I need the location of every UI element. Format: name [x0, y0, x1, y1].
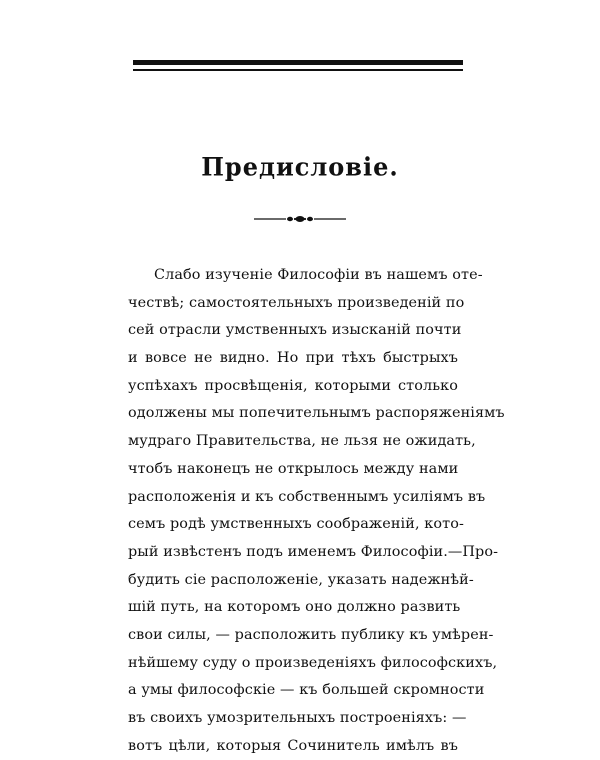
text-line: расположенія и къ собственнымъ усиліямъ въ — [128, 488, 486, 505]
text-line: одолжены мы попечительнымъ распоряженіямъ — [128, 405, 505, 422]
text-line: чествѣ; самостоятельныхъ произведеній по — [128, 294, 465, 311]
preface-body — [128, 262, 505, 760]
text-line: вотъ цѣли, которыя Сочинитель имѣлъ въ — [128, 737, 458, 754]
text-line: а умы философскіе — къ большей скромности — [128, 682, 485, 699]
header-rule-thick — [133, 60, 463, 65]
text-line: семъ родѣ умственныхъ соображеній, кото- — [128, 516, 464, 533]
text-line: мудраго Правительства, не льзя не ожидать, — [128, 433, 476, 450]
text-line: свои силы, — расположить публику къ умѣрен- — [128, 626, 494, 643]
text-line: чтобъ наконецъ не открылось между нами — [128, 460, 459, 477]
header-double-rule — [133, 60, 463, 74]
text-line: Слабо изученіе Философіи въ нашемъ оте- — [154, 267, 483, 283]
text-line: нѣйшему суду о произведеніяхъ философскихъ, — [128, 654, 498, 671]
text-line: рый извѣстенъ подъ именемъ Философіи.—Про- — [128, 543, 499, 560]
text-line: въ своихъ умозрительныхъ построеніяхъ: — — [128, 710, 467, 726]
text-line: будить сіе расположеніе, указать надежнѣй- — [128, 571, 474, 588]
text-line: шій путь, на которомъ оно должно развить — [128, 599, 461, 616]
text-line: сей отрасли умственныхъ изысканій почти — [128, 322, 462, 339]
text-line: успѣхахъ просвѣщенія, которыми столько — [128, 377, 458, 394]
page-title: Предисловіе. — [201, 151, 399, 182]
ornament-divider-icon — [252, 214, 348, 224]
header-rule-thin — [133, 69, 463, 71]
text-line: и вовсе не видно. Но при тѣхъ быстрыхъ — [128, 350, 458, 367]
